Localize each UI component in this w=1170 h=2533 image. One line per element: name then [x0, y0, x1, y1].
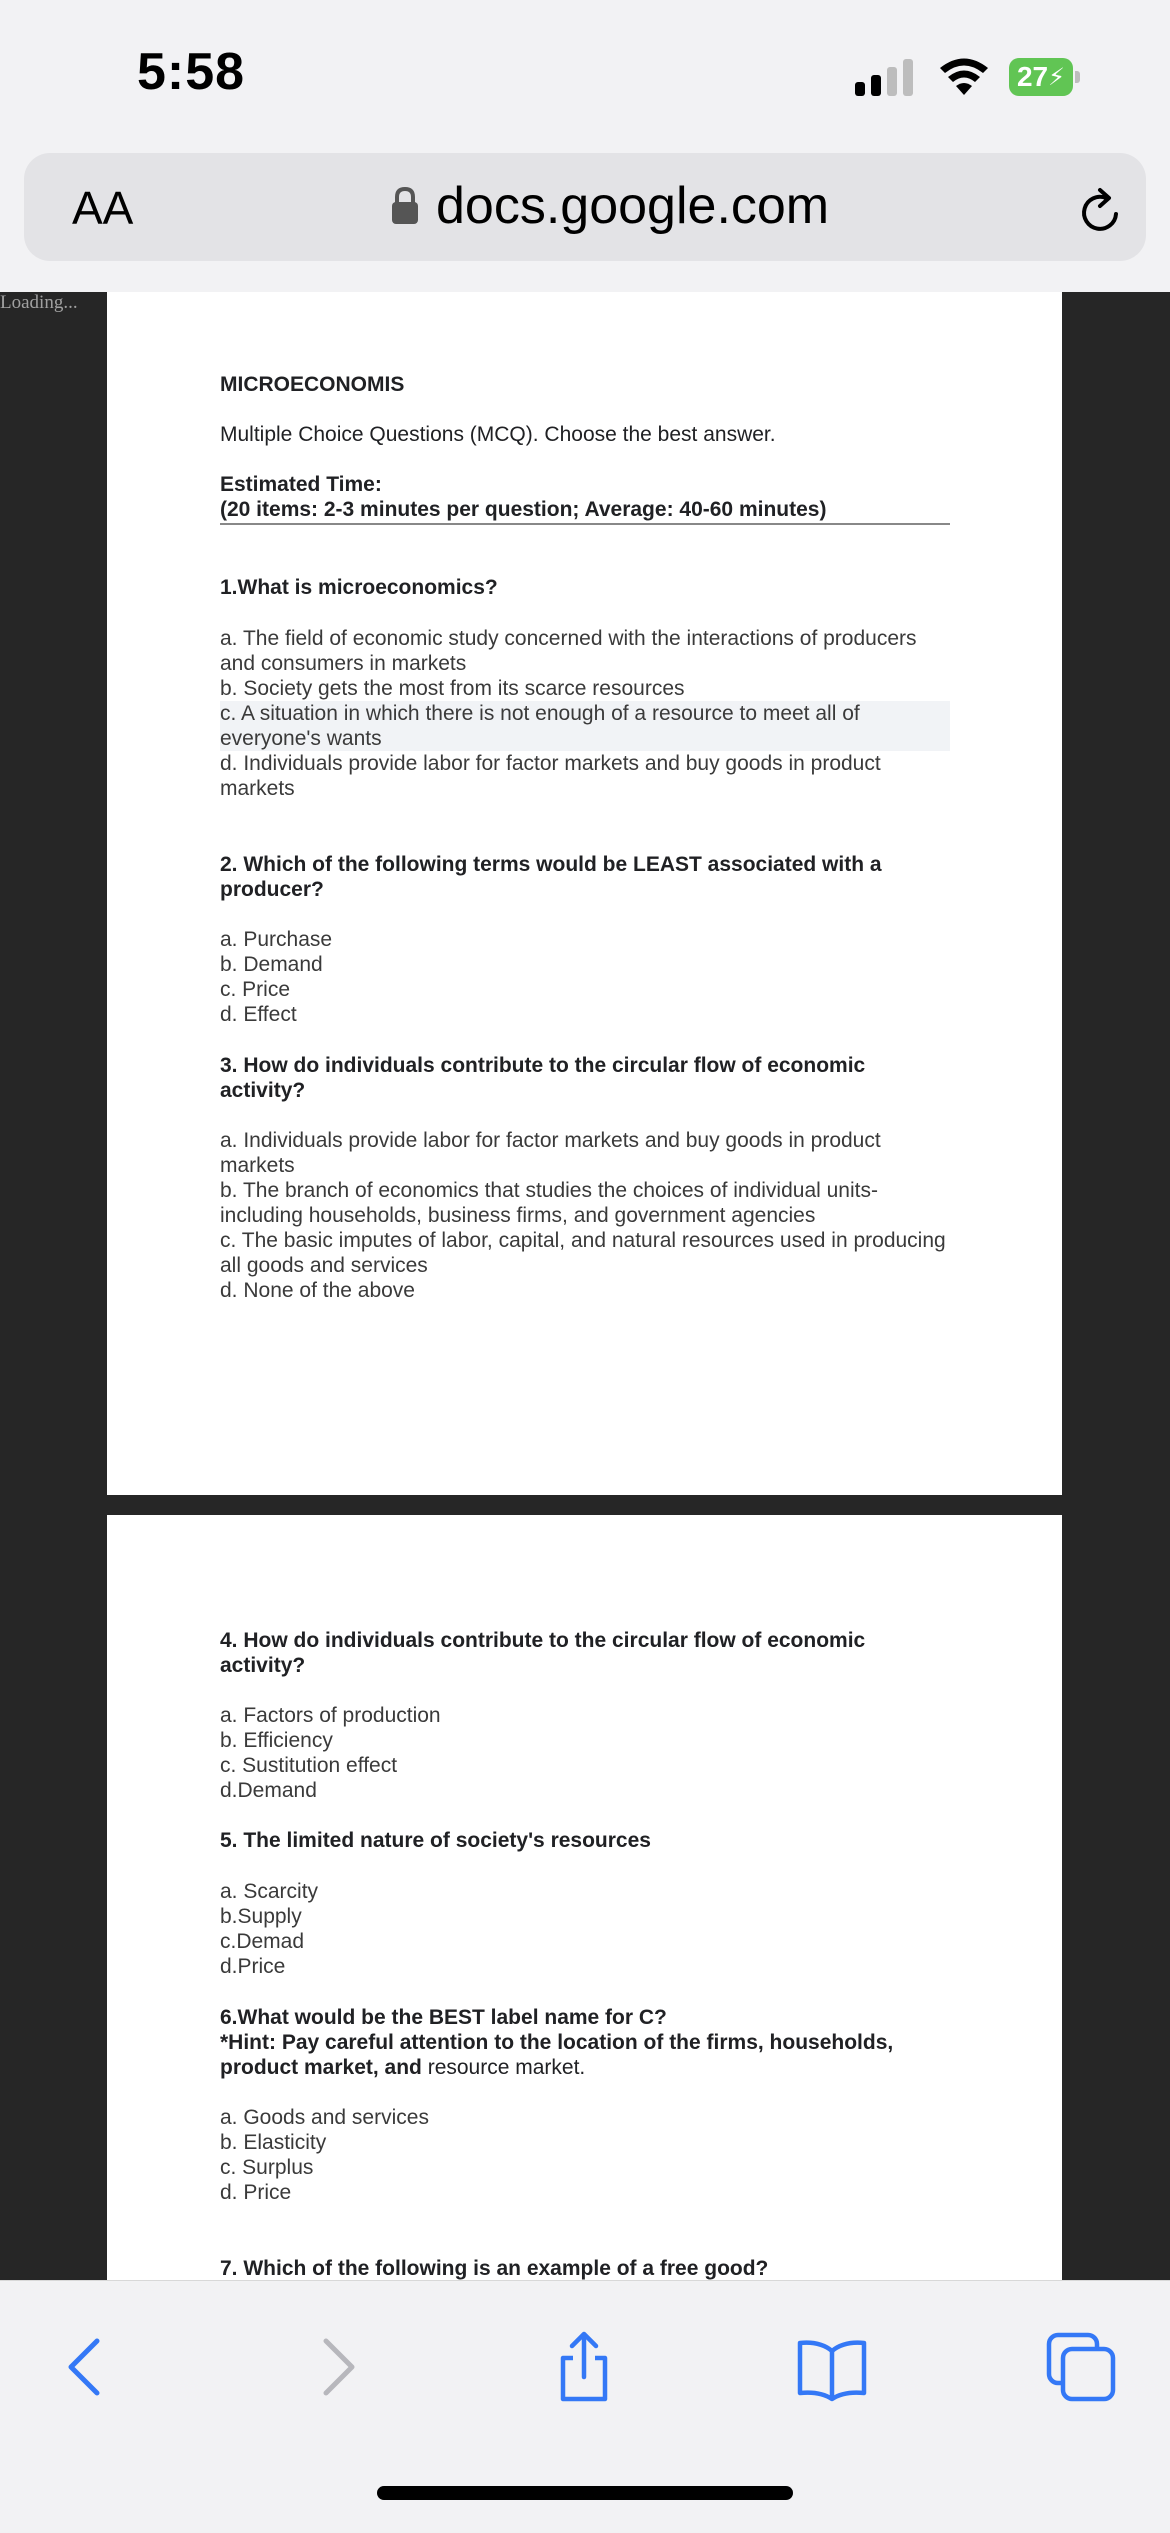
- question-5-option-b: b.Supply: [220, 1905, 302, 1928]
- back-icon[interactable]: [51, 2331, 123, 2403]
- question-4: 4. How do individuals contribute to the circular flow of economic activity?: [220, 1629, 866, 1677]
- question-3-option-b: b. The branch of economics that studies the choices of individual units- including households, business firms, and government agencies: [220, 1179, 878, 1227]
- question-5-option-c: c.Demad: [220, 1930, 305, 1953]
- question-4-option-c: c. Sustitution effect: [220, 1754, 398, 1777]
- wifi-icon: [938, 55, 990, 97]
- battery-level: 27: [1016, 61, 1049, 92]
- cellular-signal-icon: [855, 58, 915, 96]
- document-page-1: [107, 292, 1062, 1495]
- document-viewer[interactable]: [0, 292, 1170, 2280]
- question-2-option-c: c. Price: [220, 978, 291, 1001]
- question-4-option-a: a. Factors of production: [220, 1704, 441, 1727]
- question-5-option-d: d.Price: [220, 1955, 286, 1978]
- question-1-option-d: d. Individuals provide labor for factor markets and buy goods in product markets: [220, 752, 881, 800]
- instructions: Multiple Choice Questions (MCQ). Choose the best answer.: [220, 423, 776, 446]
- question-7: 7. Which of the following is an example of a free good?: [220, 2257, 769, 2280]
- question-6-option-a: a. Goods and services: [220, 2106, 429, 2129]
- home-indicator: [377, 2486, 793, 2500]
- tabs-icon[interactable]: [1045, 2331, 1117, 2403]
- question-4-option-d: d.Demand: [220, 1779, 317, 1802]
- question-3: 3. How do individuals contribute to the circular flow of economic activity?: [220, 1054, 866, 1102]
- question-1: 1.What is microeconomics?: [220, 576, 498, 599]
- question-3-option-d: d. None of the above: [220, 1279, 415, 1302]
- forward-icon[interactable]: [300, 2331, 372, 2403]
- question-5: 5. The limited nature of society's resources: [220, 1829, 651, 1852]
- question-5-option-a: a. Scarcity: [220, 1880, 319, 1903]
- loading-text: Loading...: [0, 292, 78, 313]
- status-bar: [0, 0, 1170, 150]
- text-size-button[interactable]: [72, 181, 133, 235]
- battery-icon: 27 ⚡: [1009, 58, 1081, 96]
- question-1-option-a: a. The field of economic study concerned with the interactions of producers and consumers in markets: [220, 627, 917, 675]
- question-3-option-a: a. Individuals provide labor for factor markets and buy goods in product markets: [220, 1129, 881, 1177]
- question-2-option-a: a. Purchase: [220, 928, 333, 951]
- status-time: 5:58: [137, 43, 246, 101]
- estimated-time-detail: (20 items: 2-3 minutes per question; Average: 40-60 minutes): [220, 498, 827, 521]
- estimated-time-label: Estimated Time:: [220, 473, 382, 496]
- lock-icon: [390, 186, 420, 226]
- share-icon[interactable]: [548, 2331, 620, 2403]
- question-6-option-b: b. Elasticity: [220, 2131, 327, 2154]
- bookmarks-icon[interactable]: [796, 2331, 868, 2403]
- question-1-option-b: b. Society gets the most from its scarce resources: [220, 677, 685, 700]
- reload-icon[interactable]: [1076, 187, 1126, 237]
- address-bar[interactable]: [24, 153, 1146, 261]
- question-6-option-c: c. Surplus: [220, 2156, 314, 2179]
- question-2: 2. Which of the following terms would be LEAST associated with a producer?: [220, 853, 882, 901]
- question-2-option-b: b. Demand: [220, 953, 323, 976]
- url-text: docs.google.com: [436, 177, 830, 235]
- question-1-option-c: c. A situation in which there is not enough of a resource to meet all of everyone's wants: [220, 701, 950, 751]
- question-6: 6.What would be the BEST label name for C?: [220, 2006, 667, 2029]
- question-4-option-b: b. Efficiency: [220, 1729, 333, 1752]
- question-2-option-d: d. Effect: [220, 1003, 297, 1026]
- question-3-option-c: c. The basic imputes of labor, capital, and natural resources used in producing all goods and services: [220, 1229, 946, 1277]
- document-title: MICROECONOMIS: [220, 373, 405, 396]
- document-page-2: [107, 1515, 1062, 2280]
- text-size-label: AA: [72, 182, 134, 234]
- question-6-hint: *Hint: Pay careful attention to the location of the firms, households, product market, and resource market.: [220, 2031, 894, 2079]
- question-6-option-d: d. Price: [220, 2181, 292, 2204]
- url-field[interactable]: [390, 175, 829, 237]
